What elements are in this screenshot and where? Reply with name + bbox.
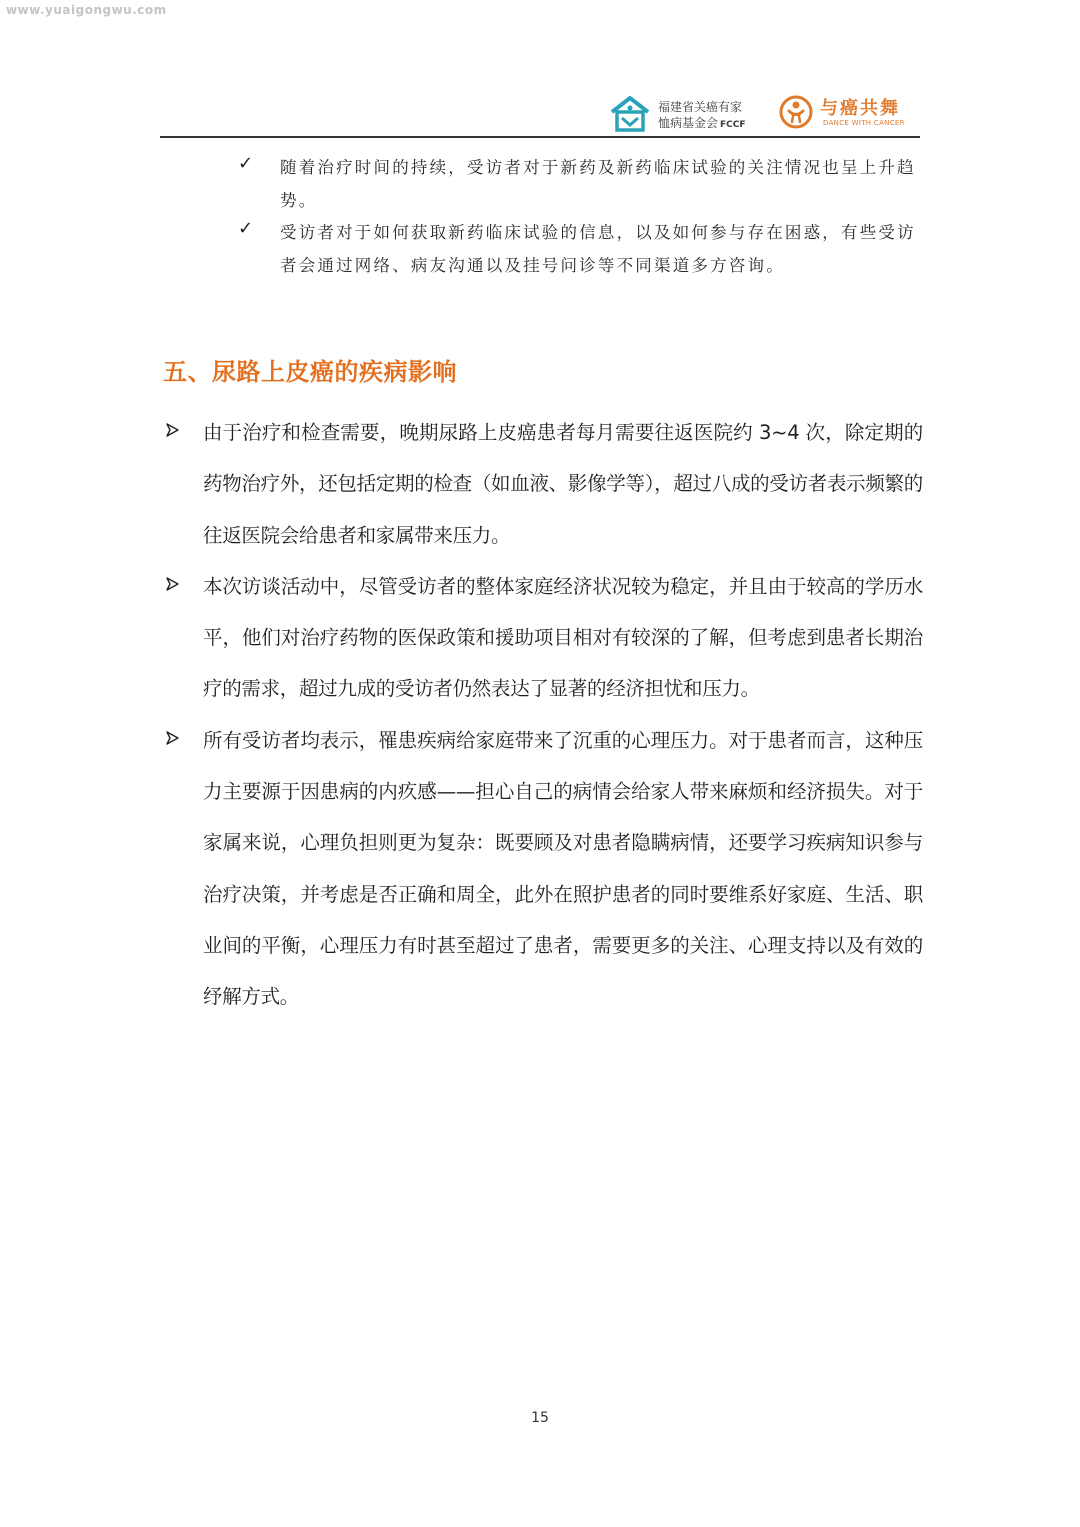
- check-list: [238, 152, 922, 282]
- page-number: 15: [531, 1410, 549, 1426]
- logo2-subtitle: DANCE WITH CANCER: [823, 119, 905, 127]
- check-item-text: 随着治疗时间的持续，受访者对于新药及新药临床试验的关注情况也呈上升趋势。: [280, 158, 916, 210]
- bullet-list: [163, 407, 923, 1023]
- bullet-text: 所有受访者均表示，罹患疾病给家庭带来了沉重的心理压力。对于患者而言，这种压力主要源于因患病的内疚感——担心自己的病情会给家人带来麻烦和经济损失。对于家属来说，心理负担则更为复杂：既要顾及对患者隐瞒病情，还要学习疾病知识参与治疗决策，并考虑是否正确和周全，此外在照护患者的同时要维系好家庭、生活、职业间的平衡，心理压力有时甚至超过了患者，需要更多的关注、心理支持以及有效的纾解方式。: [203, 728, 923, 1009]
- fccf-name-line2: 恤病基金会 FCCF: [658, 116, 746, 130]
- fccf-abbr: FCCF: [720, 120, 746, 130]
- logo2-title: 与癌共舞: [820, 98, 900, 119]
- header-divider: [160, 136, 920, 138]
- arrow-bullet-icon: [165, 423, 179, 437]
- arrow-bullet-icon: [165, 731, 179, 745]
- dance-with-cancer-logo: [778, 92, 920, 134]
- watermark: www.yuaigongwu.com: [6, 3, 167, 17]
- house-heart-icon: [608, 94, 652, 134]
- check-item-text: 受访者对于如何获取新药临床试验的信息，以及如何参与存在困惑，有些受访者会通过网络、病友沟通以及挂号问诊等不同渠道多方咨询。: [280, 223, 916, 275]
- bullet-text: 由于治疗和检查需要，晚期尿路上皮癌患者每月需要往返医院约 3~4 次，除定期的药物治疗外，还包括定期的检查（如血液、影像学等），超过八成的受访者表示频繁的往返医院会给患者和家属带来压力。: [203, 421, 923, 547]
- bullet-item: [163, 561, 923, 715]
- page-header: [160, 88, 920, 136]
- check-list-item: [238, 217, 922, 282]
- bullet-text: 本次访谈活动中，尽管受访者的整体家庭经济状况较为稳定，并且由于较高的学历水平，他们对治疗药物的医保政策和援助项目相对有较深的了解，但考虑到患者长期治疗的需求，超过九成的受访者仍然表达了显著的经济担忧和压力。: [203, 574, 923, 701]
- check-icon: ✓: [238, 153, 254, 174]
- dancer-circle-icon: [778, 94, 814, 130]
- arrow-bullet-icon: [165, 577, 179, 591]
- bullet-item: [163, 407, 923, 561]
- section-title: 五、尿路上皮癌的疾病影响: [163, 358, 457, 386]
- fccf-name-line1: 福建省关癌有家: [658, 100, 743, 114]
- check-icon: ✓: [238, 218, 254, 239]
- fccf-logo: [608, 94, 756, 134]
- check-list-item: [238, 152, 922, 217]
- bullet-item: [163, 715, 923, 1023]
